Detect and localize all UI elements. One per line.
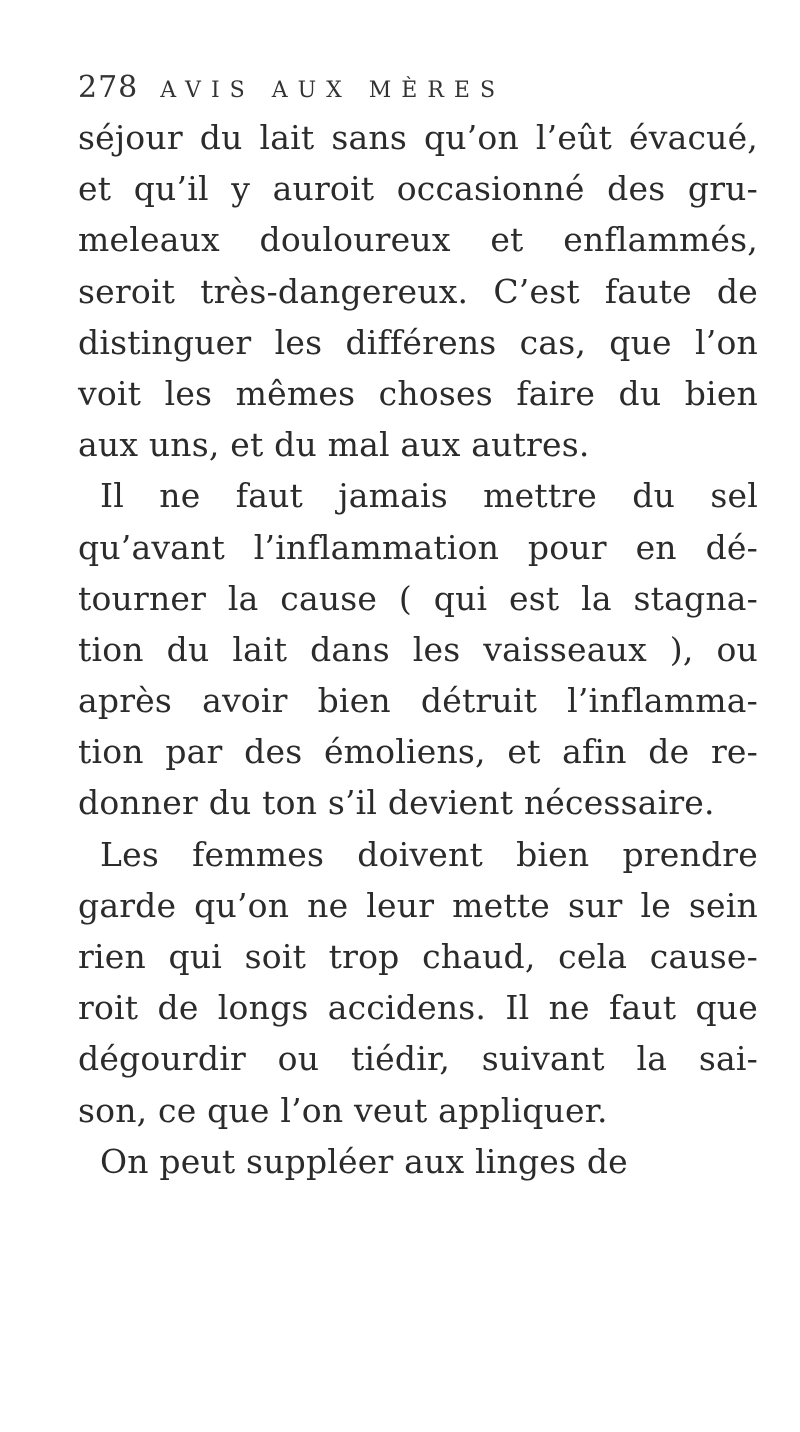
paragraph-end-line: aux uns, et du mal aux autres. — [78, 425, 590, 465]
text-line: garde qu’on ne leur mette sur le sein — [78, 885, 758, 925]
text-line: distinguer les différens cas, que l’on — [78, 322, 758, 362]
body-text — [78, 112, 758, 1187]
paragraph-start-line: Il ne faut jamais mettre du sel — [100, 476, 758, 516]
text-line: tion du lait dans les vaisseaux ), ou — [78, 629, 758, 669]
text-line: meleaux douloureux et enflammés, — [78, 220, 758, 260]
running-head — [78, 70, 505, 110]
text-line: qu’avant l’inflammation pour en dé- — [78, 527, 758, 567]
text-line: dégourdir ou tiédir, suivant la sai- — [78, 1039, 758, 1079]
text-line: voit les mêmes choses faire du bien — [78, 373, 758, 413]
paragraph-end-line: donner du ton s’il devient nécessaire. — [78, 783, 715, 823]
text-line: rien qui soit trop chaud, cela cause- — [78, 937, 758, 976]
text-line: roit de longs accidens. Il ne faut que — [78, 988, 758, 1028]
paragraph-start-line: On peut suppléer aux linges de — [100, 1141, 628, 1181]
running-title: AVIS AUX MÈRES — [160, 78, 506, 103]
page-number: 278 — [78, 70, 139, 105]
text-line: seroit très-dangereux. C’est faute de — [78, 271, 758, 311]
text-line: tourner la cause ( qui est la stagna- — [78, 578, 758, 618]
text-line: tion par des émoliens, et afin de re- — [78, 732, 758, 772]
text-line: après avoir bien détruit l’inflamma- — [78, 681, 758, 721]
paragraph-end-line: son, ce que l’on veut appliquer. — [78, 1090, 608, 1130]
text-line: séjour du lait sans qu’on l’eût évacué, — [78, 118, 758, 157]
paragraph-start-line: Les femmes doivent bien prendre — [100, 834, 758, 874]
text-line: et qu’il y auroit occasionné des gru- — [78, 169, 758, 209]
